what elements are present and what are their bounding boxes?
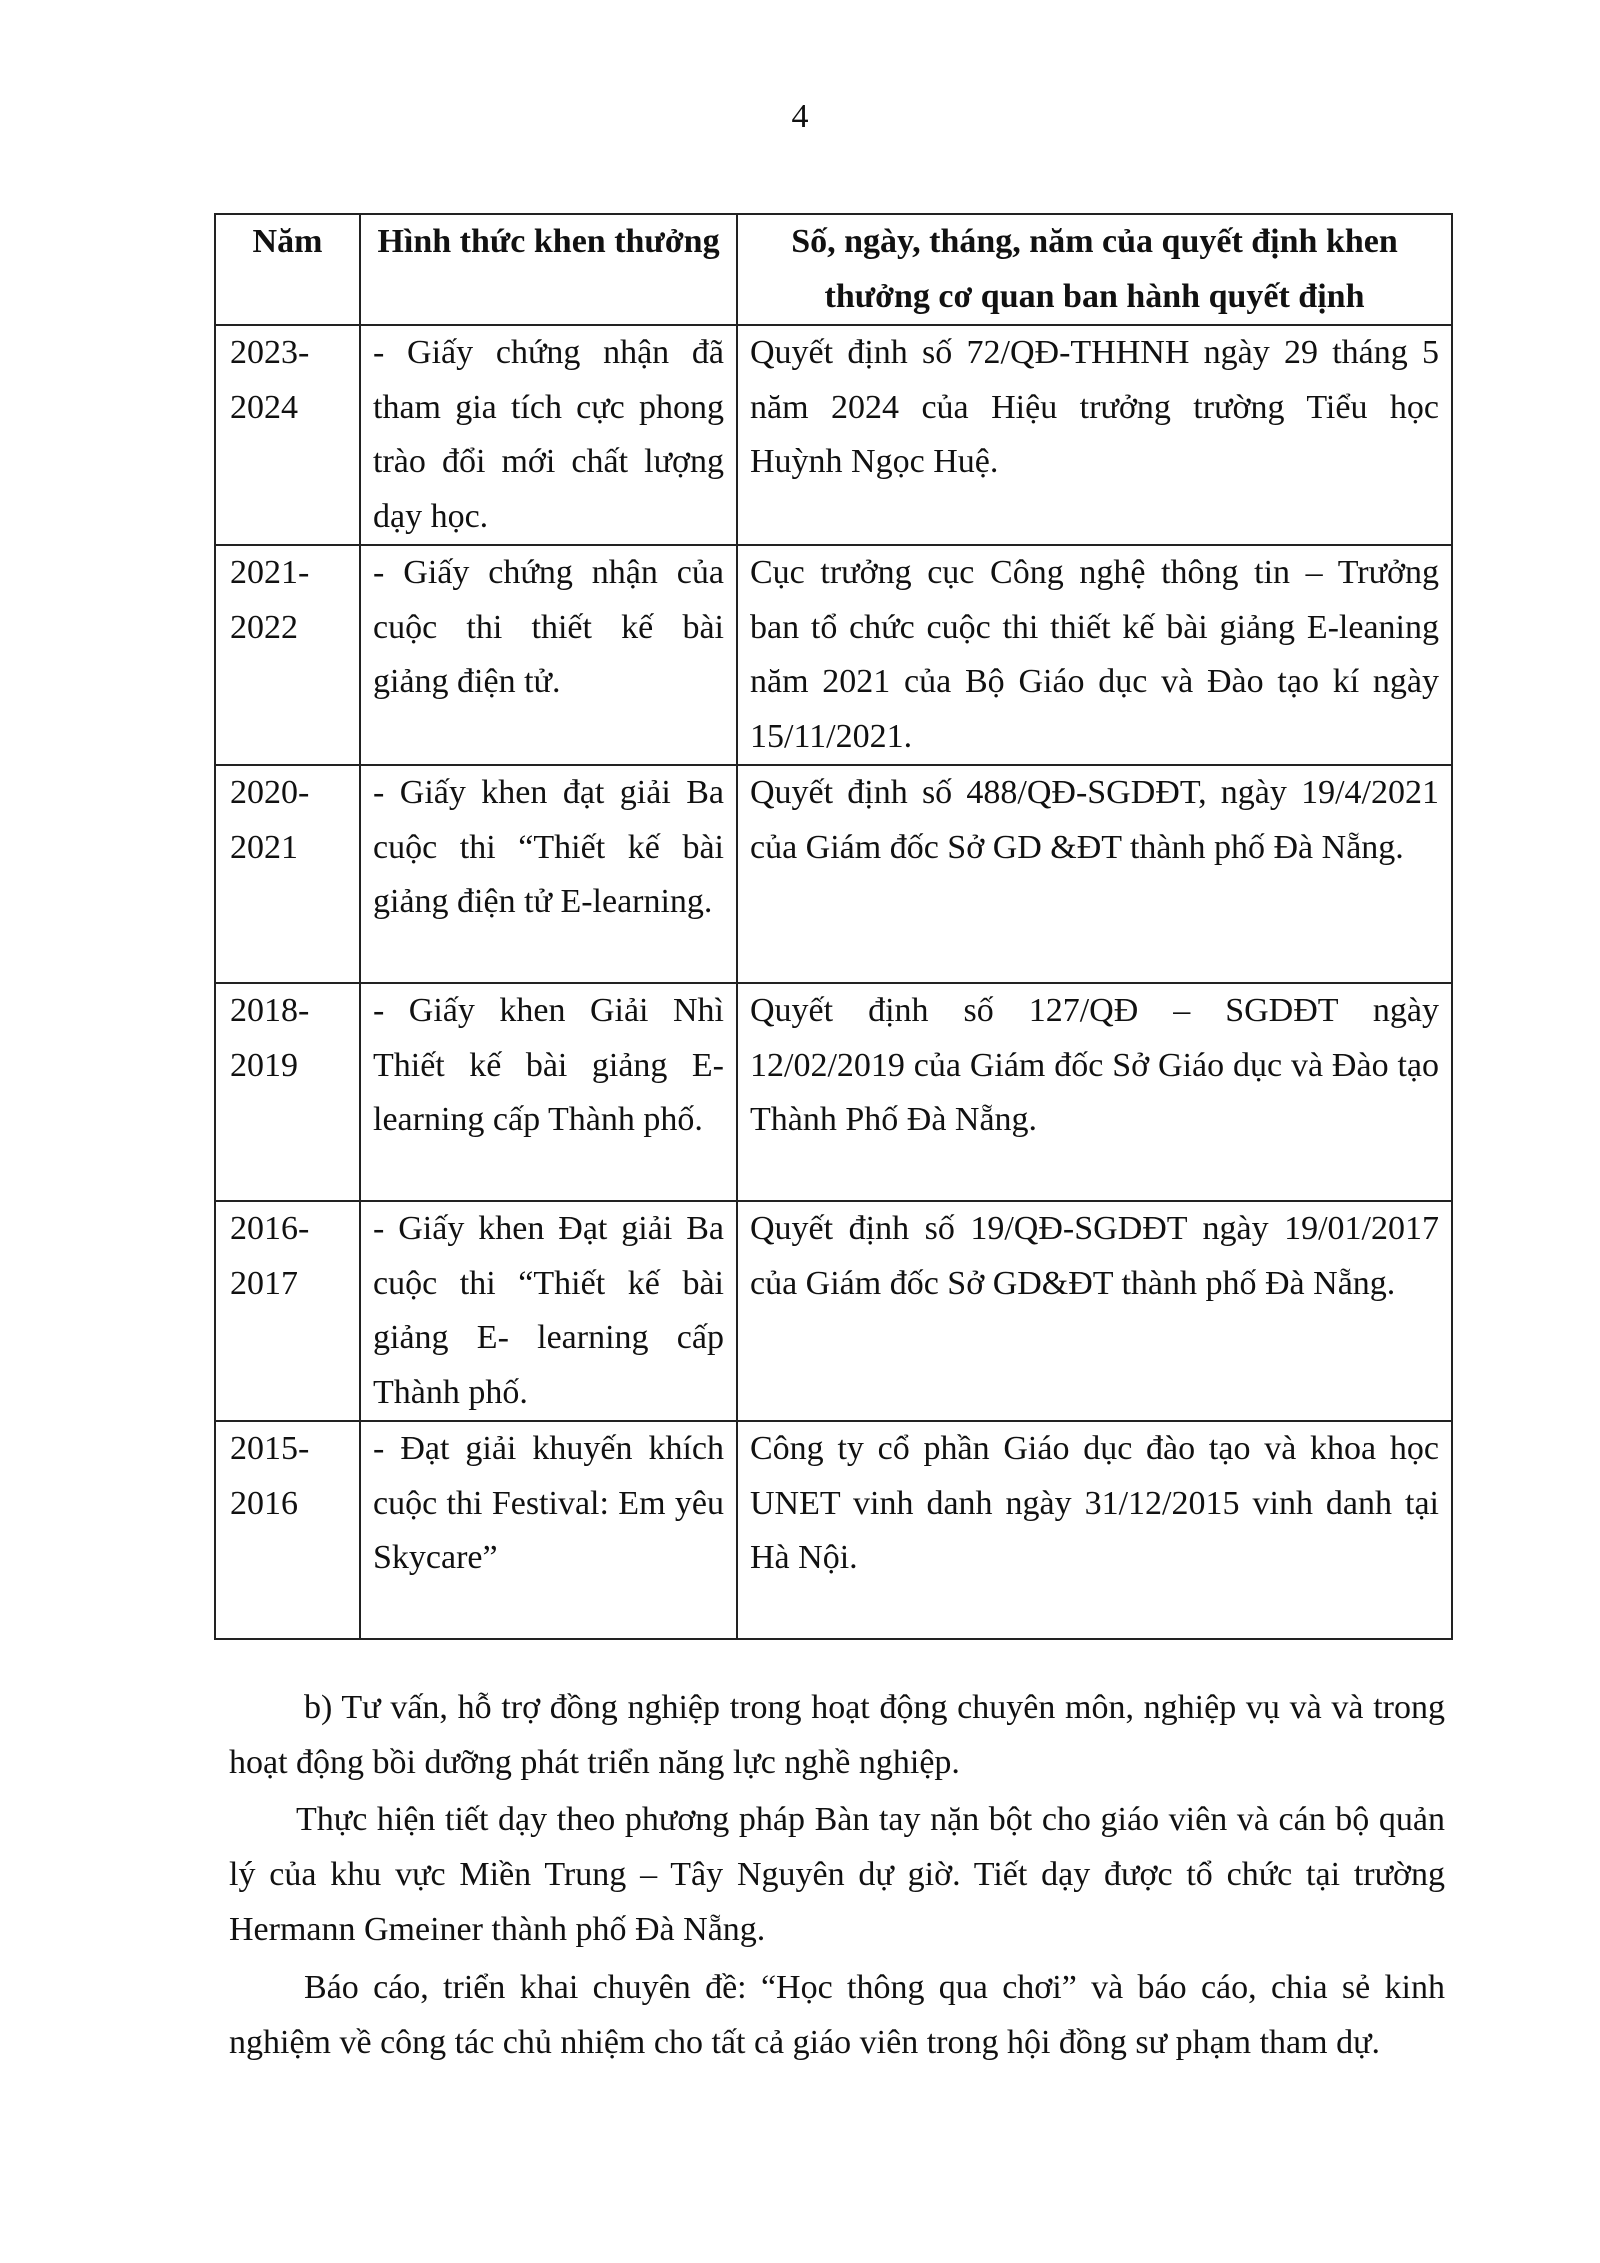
cell-award-form: - Đạt giải khuyến khích cuộc thi Festival: Em yêu Skycare”	[360, 1421, 737, 1639]
cell-award-form: - Giấy chứng nhận đã tham gia tích cực phong trào đổi mới chất lượng dạy học.	[360, 325, 737, 545]
paragraph-demo-lesson: Thực hiện tiết dạy theo phương pháp Bàn tay nặn bột cho giáo viên và cán bộ quản lý của khu vực Miền Trung – Tây Nguyên dự giờ. Tiết dạy được tổ chức tại trường Hermann Gmeiner thành phố Đà Nẵng.	[229, 1801, 1445, 1948]
header-decision: Số, ngày, tháng, năm của quyết định khen thưởng cơ quan ban hành quyết định	[737, 214, 1452, 325]
header-award-form: Hình thức khen thưởng	[360, 214, 737, 325]
cell-decision: Quyết định số 72/QĐ-THHNH ngày 29 tháng 5 năm 2024 của Hiệu trưởng trường Tiểu học Huỳnh Ngọc Huệ.	[737, 325, 1452, 545]
table-row	[215, 325, 1452, 545]
cell-year: 2023-2024	[215, 325, 360, 545]
cell-decision: Quyết định số 488/QĐ-SGDĐT, ngày 19/4/2021 của Giám đốc Sở GD &ĐT thành phố Đà Nẵng.	[737, 765, 1452, 983]
cell-year: 2015-2016	[215, 1421, 360, 1639]
cell-decision: Công ty cổ phần Giáo dục đào tạo và khoa học UNET vinh danh ngày 31/12/2015 vinh danh tại Hà Nội.	[737, 1421, 1452, 1639]
paragraph-consulting-heading: b) Tư vấn, hỗ trợ đồng nghiệp trong hoạt động chuyên môn, nghiệp vụ và và trong hoạt động bồi dưỡng phát triển năng lực nghề nghiệp.	[229, 1689, 1445, 1781]
cell-year: 2016-2017	[215, 1201, 360, 1421]
table-row	[215, 765, 1452, 983]
cell-decision: Cục trưởng cục Công nghệ thông tin – Trưởng ban tổ chức cuộc thi thiết kế bài giảng E-leaning năm 2021 của Bộ Giáo dục và Đào tạo kí ngày 15/11/2021.	[737, 545, 1452, 765]
cell-award-form: - Giấy khen đạt giải Ba cuộc thi “Thiết kế bài giảng điện tử E-learning.	[360, 765, 737, 983]
table-row	[215, 545, 1452, 765]
page-number: 4	[791, 98, 809, 135]
cell-award-form: - Giấy chứng nhận của cuộc thi thiết kế bài giảng điện tử.	[360, 545, 737, 765]
cell-year: 2020-2021	[215, 765, 360, 983]
table-row	[215, 1201, 1452, 1421]
table-header-row	[215, 214, 1452, 325]
cell-decision: Quyết định số 127/QĐ – SGDĐT ngày 12/02/2019 của Giám đốc Sở Giáo dục và Đào tạo Thành Phố Đà Nẵng.	[737, 983, 1452, 1201]
cell-award-form: - Giấy khen Giải Nhì Thiết kế bài giảng E-learning cấp Thành phố.	[360, 983, 737, 1201]
table-row	[215, 1421, 1452, 1639]
table-row	[215, 983, 1452, 1201]
cell-year: 2018-2019	[215, 983, 360, 1201]
cell-award-form: - Giấy khen Đạt giải Ba cuộc thi “Thiết kế bài giảng E- learning cấp Thành phố.	[360, 1201, 737, 1421]
cell-year: 2021-2022	[215, 545, 360, 765]
cell-decision: Quyết định số 19/QĐ-SGDĐT ngày 19/01/2017 của Giám đốc Sở GD&ĐT thành phố Đà Nẵng.	[737, 1201, 1452, 1421]
awards-table	[214, 213, 1453, 1640]
paragraph-report: Báo cáo, triển khai chuyên đề: “Học thông qua chơi” và báo cáo, chia sẻ kinh nghiệm về công tác chủ nhiệm cho tất cả giáo viên trong hội đồng sư phạm tham dự.	[229, 1969, 1445, 2061]
header-year: Năm	[215, 214, 360, 325]
